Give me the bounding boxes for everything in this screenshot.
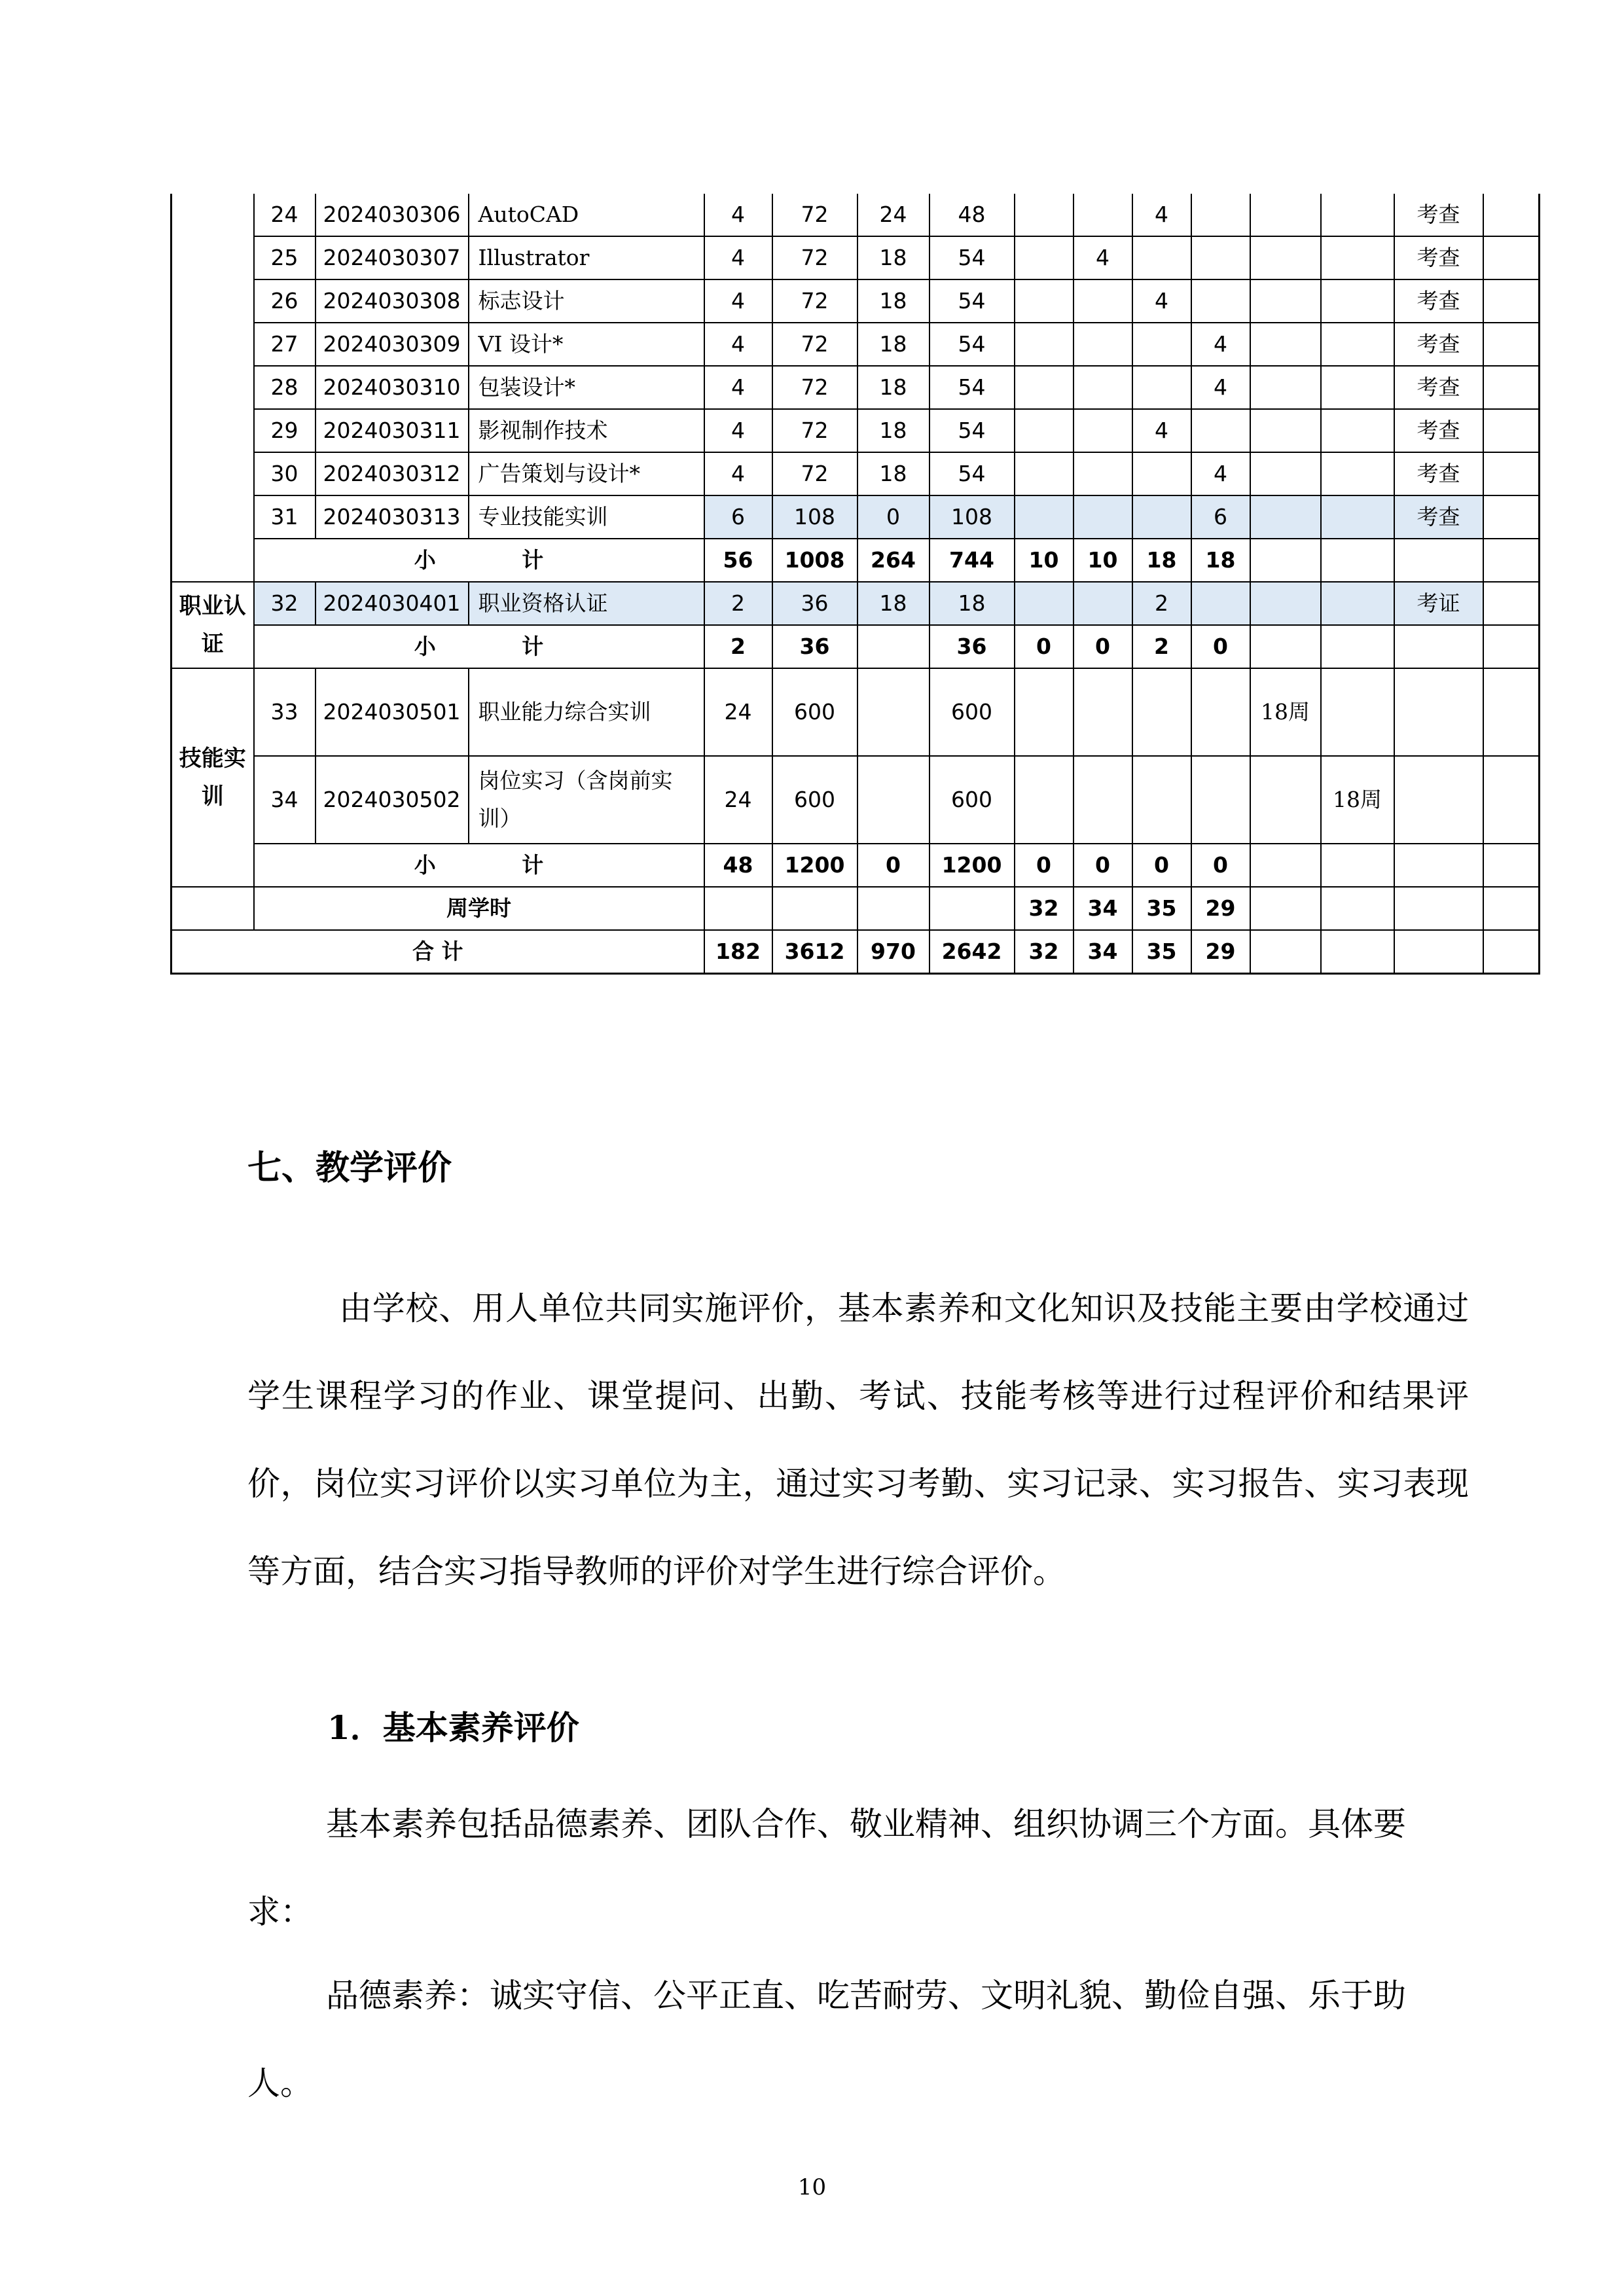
total-hours: 108 [772, 495, 857, 539]
table-row [171, 887, 1540, 930]
note [1483, 236, 1540, 279]
semester-s3 [1132, 236, 1191, 279]
grand-practice: 2642 [929, 930, 1015, 974]
subtotal-s4: 0 [1191, 844, 1250, 887]
grand-total: 3612 [772, 930, 857, 974]
table-row [171, 668, 1540, 756]
subtotal-s6 [1321, 844, 1394, 887]
exam-type: 考查 [1394, 452, 1483, 495]
total-hours: 36 [772, 582, 857, 625]
total-hours: 72 [772, 236, 857, 279]
exam-type: 考查 [1394, 236, 1483, 279]
subtotal-label [254, 539, 704, 582]
semester-s4: 4 [1191, 323, 1250, 366]
exam-type: 考证 [1394, 582, 1483, 625]
credit: 4 [704, 236, 772, 279]
semester-s1 [1015, 279, 1074, 323]
grand-theory: 970 [857, 930, 929, 974]
course-code: 2024030312 [316, 452, 469, 495]
weekly-s5 [1250, 887, 1321, 930]
credit: 24 [704, 668, 772, 756]
semester-s3 [1132, 452, 1191, 495]
semester-s4 [1191, 668, 1250, 756]
table-row [171, 756, 1540, 844]
theory-hours: 18 [857, 582, 929, 625]
semester-s4: 6 [1191, 495, 1250, 539]
table-row [171, 323, 1540, 366]
subtotal-s5 [1250, 844, 1321, 887]
weekly-theory [857, 887, 929, 930]
course-name: VI 设计* [469, 323, 704, 366]
paragraph-evaluation: 由学校、用人单位共同实施评价，基本素养和文化知识及技能主要由学校通过学生课程学习的作业、课堂提问、出勤、考试、技能考核等进行过程评价和结果评价，岗位实习评价以实习单位为主，通过实习考勤、实习记录、实习报告、实习表现等方面，结合实习指导教师的评价对学生进行综合评价。 [247, 1289, 1469, 1590]
weekly-exam [1394, 887, 1483, 930]
subtotal-text: 小 计 [414, 547, 544, 573]
credit: 4 [704, 279, 772, 323]
subtotal-total: 1008 [772, 539, 857, 582]
semester-s2 [1074, 582, 1132, 625]
weekly-blank [171, 887, 254, 930]
subtotal-label [254, 844, 704, 887]
semester-s2 [1074, 194, 1132, 236]
table-row [171, 366, 1540, 409]
practice-hours: 600 [929, 668, 1015, 756]
semester-s2 [1074, 323, 1132, 366]
semester-s5 [1250, 409, 1321, 452]
subtotal-s6 [1321, 539, 1394, 582]
weekly-s6 [1321, 887, 1394, 930]
theory-hours: 18 [857, 409, 929, 452]
subtotal-credit: 48 [704, 844, 772, 887]
course-code: 2024030309 [316, 323, 469, 366]
category-cell-skill: 技能实训 [171, 668, 254, 887]
semester-s2 [1074, 452, 1132, 495]
course-name: 职业能力综合实训 [469, 668, 704, 756]
grand-s5 [1250, 930, 1321, 974]
semester-s4 [1191, 582, 1250, 625]
semester-s3 [1132, 668, 1191, 756]
weekly-s4: 29 [1191, 887, 1250, 930]
table-row [171, 279, 1540, 323]
note [1483, 668, 1540, 756]
semester-s6 [1321, 323, 1394, 366]
subtotal-theory: 264 [857, 539, 929, 582]
note [1483, 409, 1540, 452]
semester-s1 [1015, 194, 1074, 236]
semester-s4 [1191, 194, 1250, 236]
theory-hours: 18 [857, 452, 929, 495]
semester-s5 [1250, 279, 1321, 323]
practice-hours: 108 [929, 495, 1015, 539]
table-row [171, 452, 1540, 495]
exam-type: 考查 [1394, 409, 1483, 452]
course-no: 29 [254, 409, 316, 452]
theory-hours [857, 668, 929, 756]
semester-s6 [1321, 452, 1394, 495]
subtotal-s1: 0 [1015, 625, 1074, 668]
category-cell [171, 194, 254, 582]
course-no: 25 [254, 236, 316, 279]
subheading-basic-quality: 1．基本素养评价 [327, 1708, 579, 1747]
subtotal-exam [1394, 844, 1483, 887]
subtotal-s2: 10 [1074, 539, 1132, 582]
subtotal-s5 [1250, 625, 1321, 668]
note [1483, 756, 1540, 844]
semester-s2 [1074, 756, 1132, 844]
semester-s3: 2 [1132, 582, 1191, 625]
practice-hours: 54 [929, 323, 1015, 366]
semester-s1 [1015, 452, 1074, 495]
theory-hours [857, 756, 929, 844]
course-name: AutoCAD [469, 194, 704, 236]
practice-hours: 54 [929, 279, 1015, 323]
semester-s3 [1132, 756, 1191, 844]
total-hours: 600 [772, 756, 857, 844]
course-no: 31 [254, 495, 316, 539]
semester-s3 [1132, 323, 1191, 366]
semester-s1 [1015, 582, 1074, 625]
semester-s1 [1015, 756, 1074, 844]
subtotal-s3: 18 [1132, 539, 1191, 582]
course-name: 影视制作技术 [469, 409, 704, 452]
note [1483, 452, 1540, 495]
semester-s6 [1321, 668, 1394, 756]
exam-type [1394, 756, 1483, 844]
category-cell-cert: 职业认证 [171, 582, 254, 668]
total-hours: 72 [772, 323, 857, 366]
weekly-s1: 32 [1015, 887, 1074, 930]
semester-s4 [1191, 279, 1250, 323]
theory-hours: 18 [857, 236, 929, 279]
paragraph-moral-quality: 品德素养：诚实守信、公平正直、吃苦耐劳、文明礼貌、勤俭自强、乐于助人。 [247, 1977, 1406, 2102]
weekly-total [772, 887, 857, 930]
credit: 6 [704, 495, 772, 539]
subtotal-label [254, 625, 704, 668]
subtotal-practice: 1200 [929, 844, 1015, 887]
table-row [171, 409, 1540, 452]
section-title: 七、教学评价 [247, 1149, 452, 1188]
semester-s2 [1074, 668, 1132, 756]
total-hours: 600 [772, 668, 857, 756]
course-code: 2024030307 [316, 236, 469, 279]
grand-credit: 182 [704, 930, 772, 974]
credit: 4 [704, 194, 772, 236]
practice-hours: 54 [929, 409, 1015, 452]
table-row [171, 625, 1540, 668]
course-no: 26 [254, 279, 316, 323]
theory-hours: 18 [857, 323, 929, 366]
semester-s6 [1321, 409, 1394, 452]
theory-hours: 0 [857, 495, 929, 539]
credit: 24 [704, 756, 772, 844]
semester-s4: 4 [1191, 452, 1250, 495]
table-row [171, 844, 1540, 887]
credit: 4 [704, 409, 772, 452]
semester-s4 [1191, 409, 1250, 452]
subtotal-total: 36 [772, 625, 857, 668]
grand-s3: 35 [1132, 930, 1191, 974]
course-name: 标志设计 [469, 279, 704, 323]
credit: 4 [704, 323, 772, 366]
course-name: 广告策划与设计* [469, 452, 704, 495]
semester-s2 [1074, 495, 1132, 539]
table-row [171, 236, 1540, 279]
semester-s6: 18周 [1321, 756, 1394, 844]
course-no: 32 [254, 582, 316, 625]
subtotal-text: 小 计 [414, 852, 544, 878]
semester-s1 [1015, 236, 1074, 279]
practice-hours: 54 [929, 366, 1015, 409]
grand-exam [1394, 930, 1483, 974]
semester-s4 [1191, 236, 1250, 279]
semester-s1 [1015, 495, 1074, 539]
course-name: 职业资格认证 [469, 582, 704, 625]
course-code: 2024030308 [316, 279, 469, 323]
semester-s5 [1250, 194, 1321, 236]
semester-s5 [1250, 452, 1321, 495]
practice-hours: 600 [929, 756, 1015, 844]
semester-s3: 4 [1132, 194, 1191, 236]
note [1483, 194, 1540, 236]
grand-note [1483, 930, 1540, 974]
paragraph-basic-quality: 基本素养包括品德素养、团队合作、敬业精神、组织协调三个方面。具体要求： [247, 1805, 1406, 1931]
grand-s1: 32 [1015, 930, 1074, 974]
semester-s5: 18周 [1250, 668, 1321, 756]
practice-hours: 54 [929, 452, 1015, 495]
semester-s6 [1321, 194, 1394, 236]
table-row [171, 495, 1540, 539]
subtotal-note [1483, 625, 1540, 668]
table-row [171, 194, 1540, 236]
weekly-s3: 35 [1132, 887, 1191, 930]
semester-s5 [1250, 495, 1321, 539]
semester-s4: 4 [1191, 366, 1250, 409]
exam-type: 考查 [1394, 366, 1483, 409]
weekly-practice [929, 887, 1015, 930]
exam-type [1394, 668, 1483, 756]
credit: 4 [704, 452, 772, 495]
weekly-s2: 34 [1074, 887, 1132, 930]
course-no: 33 [254, 668, 316, 756]
grand-s2: 34 [1074, 930, 1132, 974]
course-no: 30 [254, 452, 316, 495]
weekly-note [1483, 887, 1540, 930]
subtotal-note [1483, 539, 1540, 582]
total-hours: 72 [772, 194, 857, 236]
semester-s2 [1074, 409, 1132, 452]
exam-type: 考查 [1394, 495, 1483, 539]
total-hours: 72 [772, 279, 857, 323]
weekly-credit [704, 887, 772, 930]
semester-s3: 4 [1132, 409, 1191, 452]
theory-hours: 18 [857, 366, 929, 409]
note [1483, 279, 1540, 323]
semester-s1 [1015, 409, 1074, 452]
semester-s3 [1132, 495, 1191, 539]
grand-s6 [1321, 930, 1394, 974]
weekly-label: 周学时 [254, 887, 704, 930]
note [1483, 495, 1540, 539]
semester-s5 [1250, 323, 1321, 366]
practice-hours: 18 [929, 582, 1015, 625]
course-name: 岗位实习（含岗前实训） [469, 756, 704, 844]
subtotal-s5 [1250, 539, 1321, 582]
semester-s6 [1321, 495, 1394, 539]
note [1483, 582, 1540, 625]
theory-hours: 24 [857, 194, 929, 236]
subtotal-credit: 2 [704, 625, 772, 668]
note [1483, 323, 1540, 366]
semester-s4 [1191, 756, 1250, 844]
exam-type: 考查 [1394, 194, 1483, 236]
semester-s1 [1015, 366, 1074, 409]
course-code: 2024030313 [316, 495, 469, 539]
semester-s1 [1015, 323, 1074, 366]
course-name: 包装设计* [469, 366, 704, 409]
course-no: 34 [254, 756, 316, 844]
course-code: 2024030501 [316, 668, 469, 756]
subtotal-total: 1200 [772, 844, 857, 887]
subtotal-s2: 0 [1074, 625, 1132, 668]
page-number: 10 [797, 2174, 827, 2200]
total-hours: 72 [772, 409, 857, 452]
table-row [171, 930, 1540, 974]
subtotal-credit: 56 [704, 539, 772, 582]
course-code: 2024030401 [316, 582, 469, 625]
grand-label: 合 计 [171, 930, 704, 974]
theory-hours: 18 [857, 279, 929, 323]
semester-s5 [1250, 756, 1321, 844]
subtotal-practice: 36 [929, 625, 1015, 668]
subtotal-text: 小 计 [414, 634, 544, 659]
semester-s6 [1321, 366, 1394, 409]
table-row [171, 582, 1540, 625]
course-name: Illustrator [469, 236, 704, 279]
subtotal-practice: 744 [929, 539, 1015, 582]
course-code: 2024030306 [316, 194, 469, 236]
subtotal-note [1483, 844, 1540, 887]
course-code: 2024030311 [316, 409, 469, 452]
semester-s6 [1321, 582, 1394, 625]
note [1483, 366, 1540, 409]
semester-s5 [1250, 236, 1321, 279]
subtotal-s1: 0 [1015, 844, 1074, 887]
course-no: 24 [254, 194, 316, 236]
semester-s6 [1321, 236, 1394, 279]
course-name: 专业技能实训 [469, 495, 704, 539]
subtotal-s2: 0 [1074, 844, 1132, 887]
practice-hours: 48 [929, 194, 1015, 236]
semester-s5 [1250, 366, 1321, 409]
course-code: 2024030502 [316, 756, 469, 844]
subtotal-exam [1394, 539, 1483, 582]
semester-s1 [1015, 668, 1074, 756]
subtotal-exam [1394, 625, 1483, 668]
table-row [171, 539, 1540, 582]
subtotal-s4: 18 [1191, 539, 1250, 582]
semester-s2 [1074, 366, 1132, 409]
subtotal-theory [857, 625, 929, 668]
total-hours: 72 [772, 366, 857, 409]
semester-s2: 4 [1074, 236, 1132, 279]
credit: 2 [704, 582, 772, 625]
semester-s3 [1132, 366, 1191, 409]
course-plan-table [170, 194, 1540, 975]
subtotal-s4: 0 [1191, 625, 1250, 668]
semester-s5 [1250, 582, 1321, 625]
exam-type: 考查 [1394, 279, 1483, 323]
subtotal-theory: 0 [857, 844, 929, 887]
course-no: 28 [254, 366, 316, 409]
subtotal-s3: 0 [1132, 844, 1191, 887]
subtotal-s3: 2 [1132, 625, 1191, 668]
semester-s2 [1074, 279, 1132, 323]
credit: 4 [704, 366, 772, 409]
subtotal-s1: 10 [1015, 539, 1074, 582]
semester-s6 [1321, 279, 1394, 323]
grand-s4: 29 [1191, 930, 1250, 974]
course-code: 2024030310 [316, 366, 469, 409]
semester-s3: 4 [1132, 279, 1191, 323]
subtotal-s6 [1321, 625, 1394, 668]
course-no: 27 [254, 323, 316, 366]
exam-type: 考查 [1394, 323, 1483, 366]
practice-hours: 54 [929, 236, 1015, 279]
total-hours: 72 [772, 452, 857, 495]
